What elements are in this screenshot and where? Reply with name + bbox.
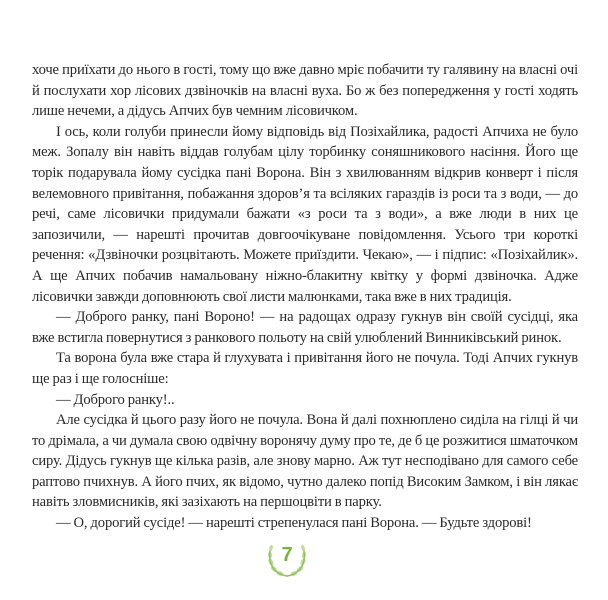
paragraph-2: І ось, коли голуби принесли йому відповідь від Позіхайлика, радості Апчиха не було меж. Зопалу він навіть віддав голубам цілу торбинку соняшникового насіння. Його ще торік подарувала йому сусідка пані Ворона. Він з хвилюванням відкрив конверт і після велемовного привітання, побажання здоров’я та всіляких гараздів із роси та з води, — до речі, саме лісовички придумали бажати «з роси та з води», а вже люди в них це запозичили, — нарешті прочитав довгоочікуване повідомлення. Усього три короткі речення: «Дзвіночки розцвітають. Можете приїздити. Чекаю», — і підпис: «Позіхайлик». А ще Апчих побачив намальовану ніжно-блакитну квітку у формі дзвіночка. Адже лісовички завжди доповнюють свої листи малюнками, така вже в них традиція. — [32, 123, 578, 305]
page-number-badge — [262, 531, 312, 581]
page-number: 7 — [281, 544, 293, 566]
paragraph-7: — О, дорогий сусіде! — нарешті стрепенулася пані Ворона. — Будьте здорові! — [56, 515, 532, 532]
paragraph-1: хоче приїхати до нього в гості, тому що вже давно мріє побачити ту галявину на власні очі й послухати хор лісових дзвіночків на власні вуха. Бо ж без попередження у гості ходять лише нечеми, а дідусь Апчих був чемним лісовичком. — [32, 62, 578, 120]
paragraph-4: Та ворона була вже стара й глухувата і привітання його не почула. Тоді Апчих гукнув ще раз і ще голосніше: — [32, 350, 578, 387]
paragraph-6: Але сусідка й цього разу його не почула. Вона й далі похнюплено сиділа на гілці й чи то дрімала, а чи думала свою одвічну воронячу думу про те, де б це розжитися шматочком сиру. Дідусь гукнув ще кілька разів, але знову марно. Аж тут несподівано для самого себе раптово пчихнув. А його пчих, як відомо, чутно далеко попід Високим Замком, і він лякає навіть зловмисників, які зазіхають на першоцвіти в парку. — [32, 412, 578, 511]
paragraph-5: — Доброго ранку!.. — [56, 391, 175, 408]
paragraph-3: — Доброго ранку, пані Вороно! — на радощах одразу гукнув він своїй сусідці, яка вже встигла повернутися з ранкового польоту на свій улюблений Винниківський ринок. — [32, 309, 578, 346]
story-text — [32, 60, 578, 534]
